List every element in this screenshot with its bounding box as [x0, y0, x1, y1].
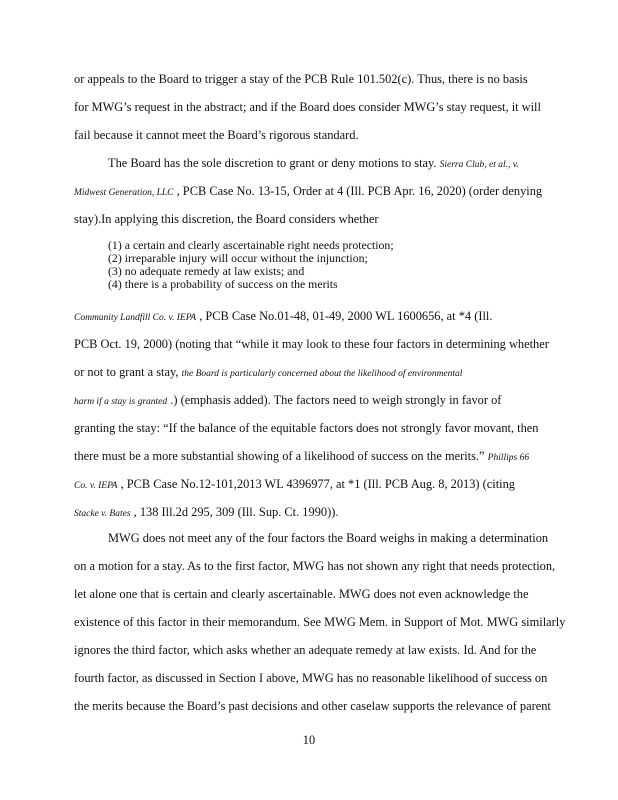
text-run: , PCB Case No.12-101,2013 WL 4396977, at *1 (Ill. PCB Aug. 8, 2013) (citing [120, 477, 515, 491]
factor-list-item: (1) a certain and clearly ascertainable right needs protection; [108, 238, 394, 252]
text-line: fourth factor, as discussed in Section I above, MWG has no reasonable likelihood of success on [74, 671, 548, 685]
emphasized-quote: the Board is particularly concerned about the likelihood of environmental [181, 369, 463, 379]
case-citation: Phillips 66 [487, 453, 530, 463]
factor-list-item: (2) irreparable injury will occur without the injunction; [108, 251, 368, 265]
case-citation: Co. v. IEPA [74, 481, 118, 491]
text-line [74, 476, 598, 494]
factor-list-item: (4) there is a probability of success on the merits [108, 277, 338, 291]
text-line [74, 504, 598, 522]
page-number: 10 [302, 733, 316, 747]
text-line: MWG does not meet any of the four factors the Board weighs in making a determination [108, 531, 549, 545]
case-citation: Sierra Club, et al., v. [439, 160, 519, 170]
text-line: on a motion for a stay. As to the first factor, MWG has not shown any right that needs protection, [74, 559, 556, 573]
text-line: PCB Oct. 19, 2000) (noting that “while it may look to these four factors in determining whether [74, 337, 549, 351]
text-line: let alone one that is certain and clearly ascertainable. MWG does not even acknowledge the [74, 587, 529, 601]
text-line: stay).In applying this discretion, the Board considers whether [74, 212, 379, 226]
text-line: fail because it cannot meet the Board’s rigorous standard. [74, 128, 359, 142]
text-line: granting the stay: “If the balance of the equitable factors does not strongly favor movant, then [74, 421, 539, 435]
text-line [74, 448, 598, 466]
text-line: existence of this factor in their memorandum. See MWG Mem. in Support of Mot. MWG similarly [74, 615, 566, 629]
text-line [74, 308, 598, 326]
case-citation: Community Landfill Co. v. IEPA [74, 313, 197, 323]
text-run: there must be a more substantial showing of a likelihood of success on the merits.” [74, 449, 485, 463]
text-line [74, 392, 598, 410]
case-citation: Midwest Generation, LLC [74, 188, 174, 198]
text-run: .) (emphasis added). The factors need to weigh strongly in favor of [170, 393, 502, 407]
emphasized-quote: harm if a stay is granted [74, 397, 168, 407]
text-line: the merits because the Board’s past decisions and other caselaw supports the relevance of parent [74, 699, 551, 713]
case-citation: Stacke v. Bates [74, 509, 131, 519]
factor-list-item: (3) no adequate remedy at law exists; and [108, 264, 305, 278]
text-run: or not to grant a stay, [74, 365, 179, 379]
text-line [74, 183, 598, 201]
text-line [108, 155, 598, 173]
text-line: for MWG’s request in the abstract; and if the Board does consider MWG’s stay request, it will [74, 100, 541, 114]
text-run: , PCB Case No.01-48, 01-49, 2000 WL 1600656, at *4 (Ill. [199, 309, 493, 323]
text-line [74, 364, 598, 382]
text-line: or appeals to the Board to trigger a stay of the PCB Rule 101.502(c). Thus, there is no basis [74, 72, 528, 86]
text-run: The Board has the sole discretion to grant or deny motions to stay. [108, 156, 437, 170]
text-run: , 138 Ill.2d 295, 309 (Ill. Sup. Ct. 1990)). [133, 505, 339, 519]
text-line: ignores the third factor, which asks whether an adequate remedy at law exists. Id. And for the [74, 643, 537, 657]
text-run: , PCB Case No. 13-15, Order at 4 (Ill. PCB Apr. 16, 2020) (order denying [176, 184, 543, 198]
